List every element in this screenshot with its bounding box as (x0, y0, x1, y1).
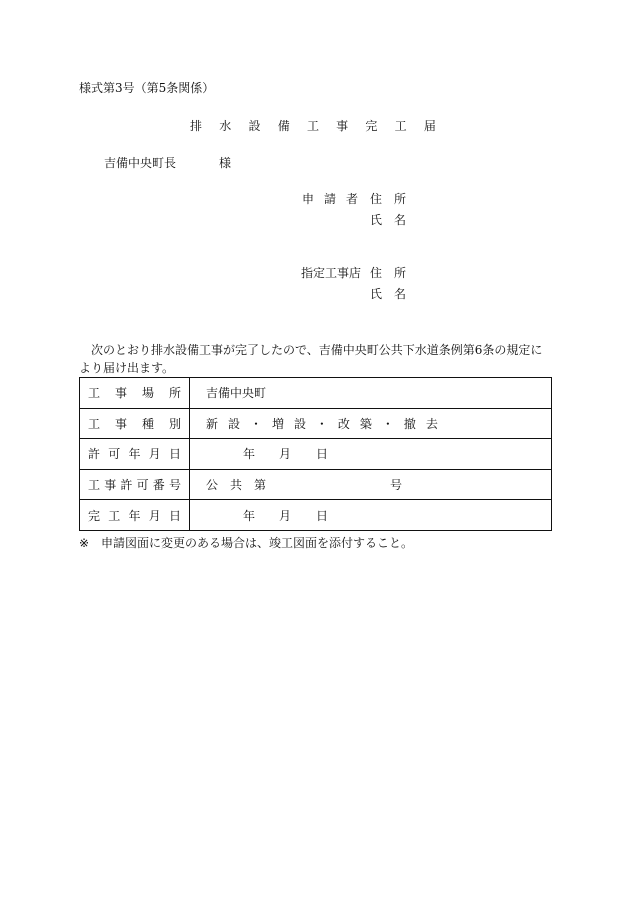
type-option-removal: 撤 (403, 416, 416, 431)
permit-number-label: 工 事 許 可 番 号 (80, 469, 190, 500)
title-char: 工 (394, 119, 407, 133)
construction-type-options: 新 設 ・ 増 設 ・ 改 築 ・ 撤 去 (190, 408, 552, 439)
completion-details-table (79, 377, 552, 531)
table-row (80, 378, 552, 409)
applicant-address-label: 住 所 (370, 192, 406, 206)
dot-separator: ・ (381, 416, 394, 431)
reference-mark: ※ (79, 536, 90, 550)
title-char: 水 (219, 119, 232, 133)
title-char: 設 (248, 119, 261, 133)
title-char: 事 (336, 119, 349, 133)
permit-date-label: 許 可 年 月 日 (80, 439, 190, 470)
type-option-new: 新 (206, 416, 219, 431)
table-row (80, 408, 552, 439)
title-char: 工 (306, 119, 319, 133)
applicant-role-label: 申 請 者 (302, 192, 358, 206)
footnote-text: 申請図面に変更のある場合は、竣工図面を添付すること。 (101, 536, 414, 550)
type-option-extension: 増 (271, 416, 284, 431)
title-char: 排 (190, 119, 203, 133)
completion-date-label: 完 工 年 月 日 (80, 500, 190, 531)
contractor-address-label: 住 所 (370, 266, 406, 280)
form-number: 様式第3号（第5条関係） (79, 81, 215, 95)
title-char: 備 (277, 119, 290, 133)
table-row (80, 439, 552, 470)
footnote (79, 537, 413, 549)
dot-separator: ・ (249, 416, 262, 431)
permit-number-value: 公 共 第 号 (190, 469, 552, 500)
contractor-role-label: 指定工事店 (301, 266, 362, 280)
construction-type-label: 工 事 種 別 (80, 408, 190, 439)
addressee-honorific: 様 (219, 156, 232, 170)
title-char: 届 (423, 119, 436, 133)
permit-date-value: 年 月 日 (190, 439, 552, 470)
addressee-mayor: 吉備中央町長 (104, 156, 177, 170)
completion-date-value: 年 月 日 (243, 508, 329, 523)
table-row (80, 469, 552, 500)
type-option-renovation: 改 (337, 416, 350, 431)
applicant-name-label: 氏 名 (370, 213, 406, 227)
title-char: 完 (365, 119, 378, 133)
construction-site-label: 工 事 場 所 (80, 378, 190, 409)
construction-site-value: 吉備中央町 (190, 378, 552, 409)
table-row (80, 500, 552, 531)
contractor-name-label: 氏 名 (370, 287, 406, 301)
document-title (190, 120, 436, 132)
dot-separator: ・ (315, 416, 328, 431)
notification-body-text: 次のとおり排水設備工事が完了したので、吉備中央町公共下水道条例第6条の規定により届け出ます。 (79, 343, 543, 375)
